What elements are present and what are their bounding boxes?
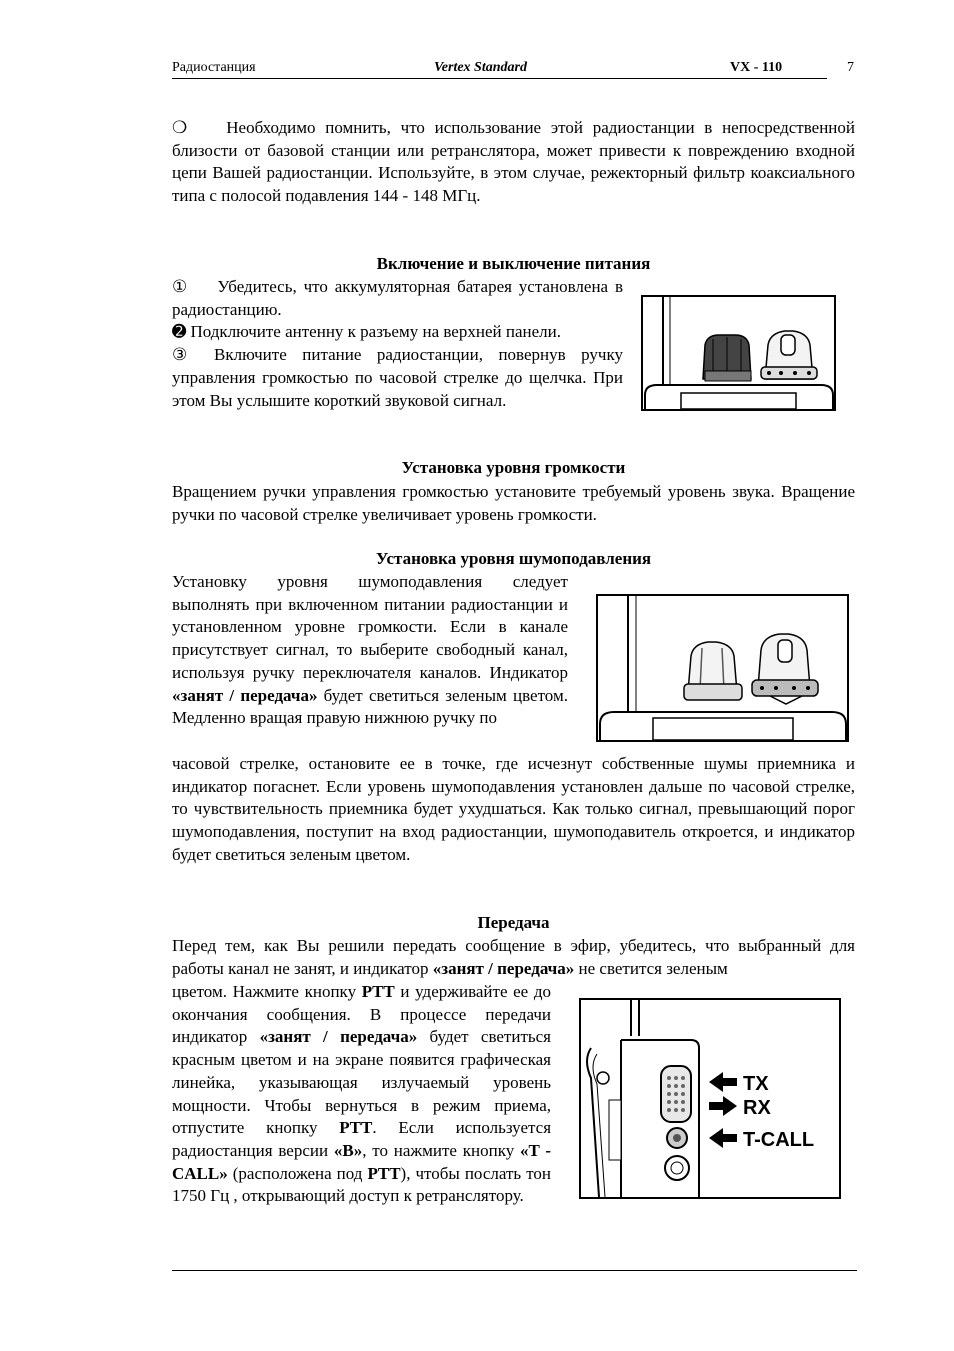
transmit-text-2g: ), чтобы послать тон 1750 Гц , открывающий доступ к ретранслятору. <box>172 1163 552 1206</box>
step-1-text: Убедитесь, что аккумуляторная батарея установлена в радиостанцию. <box>172 277 623 319</box>
volume-paragraph: Вращением ручки управления громкостью установите требуемый уровень звука. Вращение ручки по часовой стрелке увеличивает уровень громкости. <box>172 482 855 524</box>
page-header <box>172 58 857 80</box>
header-divider <box>172 78 827 79</box>
bullet-icon: ❍ <box>172 118 188 137</box>
power-step-2 <box>172 321 623 344</box>
busy-indicator-label: «занят / передача» <box>172 685 318 705</box>
header-title: Радиостанция <box>172 60 256 75</box>
squelch-text-a: Установку уровня шумоподавления следует выполнять при включенном питании радиостанции и установленном уровне громкости. Если в канале присутствует сигнал, то выберите свободный канал, используя ручку переключателя каналов. Индикатор <box>172 572 568 682</box>
side-buttons-illustration <box>579 998 841 1199</box>
header-model: VX - 110 <box>730 60 783 75</box>
step-3-text: Включите питание радиостанции, повернув ручку управления громкостью по часовой стрелке до щелчка. При этом Вы услышите короткий звуковой сигнал. <box>172 345 623 410</box>
transmit-paragraph-1 <box>172 935 855 980</box>
step-2-marker: ➋ <box>172 322 187 342</box>
footer-divider <box>172 1270 857 1271</box>
transmit-paragraph-2 <box>172 981 551 1208</box>
transmit-text-1b: не светится зеленым <box>578 958 728 978</box>
transmit-text-2e: , то нажмите кнопку <box>362 1140 515 1160</box>
intro-paragraph <box>172 117 855 208</box>
transmit-text-2c: будет светиться красным цветом и на экране появится графическая линейка, указывающая излучаемый уровень мощности. Чтобы вернуться в режим приема, отпустите кнопку <box>172 1027 551 1138</box>
tcall-label: «T - CALL» <box>172 1140 551 1183</box>
power-steps <box>172 276 623 412</box>
header-brand: Vertex Standard <box>434 60 527 75</box>
tx-label: TX <box>743 1073 769 1095</box>
transmit-text-2d: . Если используется радиостанция версии <box>172 1118 552 1160</box>
tcall-figure-label: T-CALL <box>743 1129 815 1151</box>
transmit-text-1a: Перед тем, как Вы решили передать сообщение в эфир, убедитесь, что выбранный для работы канал не занят, и индикатор <box>172 936 855 978</box>
rx-label: RX <box>743 1097 771 1119</box>
squelch-text-b: будет светиться зеленым цветом. Медленно вращая правую нижнюю ручку по <box>172 685 568 728</box>
radio-side-view-icon <box>581 1000 839 1197</box>
radio-top-knobs-icon <box>643 297 834 409</box>
transmit-text-2a: цветом. Нажмите кнопку <box>172 982 357 1001</box>
ptt-label: PTT <box>361 982 395 1001</box>
version-label: «B» <box>333 1140 363 1160</box>
transmit-heading: Передача <box>477 913 550 932</box>
intro-text: Необходимо помнить, что использование этой радиостанции в непосредственной близости от базовой станции или ретранслятора, может привести к повреждению входной цепи Вашей радиостанции. Используйте, в этом случае, режекторный фильтр коаксиального типа с полосой подавления 144 - 148 МГц. <box>172 118 856 206</box>
ptt-label-3: PTT <box>367 1163 401 1183</box>
transmit-text-2f: (расположена под <box>232 1163 363 1183</box>
step-3-marker: ③ <box>172 345 199 365</box>
step-2-text: Подключите антенну к разъему на верхней панели. <box>190 322 561 342</box>
radio-squelch-knobs-icon <box>598 596 847 740</box>
power-step-3 <box>172 344 623 412</box>
ptt-label-2: PTT <box>339 1118 373 1138</box>
squelch-paragraph-full: часовой стрелке, остановите ее в точке, где исчезнут собственные шумы приемника и индикатор погаснет. Если уровень шумоподавления установлен дальше по часовой стрелке, то чувствительность приемника будет ухудшаться. Как только сигнал, превышающий порог шумоподавления, поступит на вход радиостанции, шумоподавитель откроется, и индикатор будет светиться зеленым цветом. <box>172 754 855 864</box>
power-heading: Включение и выключение питания <box>376 254 651 273</box>
page-number: 7 <box>847 60 854 75</box>
squelch-heading: Установка уровня шумоподавления <box>375 549 652 568</box>
busy-indicator-label-3: «занят / передача» <box>259 1027 418 1047</box>
power-step-1 <box>172 276 623 321</box>
squelch-knob-illustration <box>596 594 849 742</box>
squelch-paragraph-wrapped <box>172 571 568 730</box>
transmit-text-2b: и удерживайте ее до окончания сообщения. В процессе передачи индикатор <box>172 982 551 1047</box>
step-1-marker: ① <box>172 277 190 296</box>
power-knob-illustration <box>641 295 836 411</box>
volume-heading: Установка уровня громкости <box>401 458 626 477</box>
busy-indicator-label-2: «занят / передача» <box>432 958 575 978</box>
